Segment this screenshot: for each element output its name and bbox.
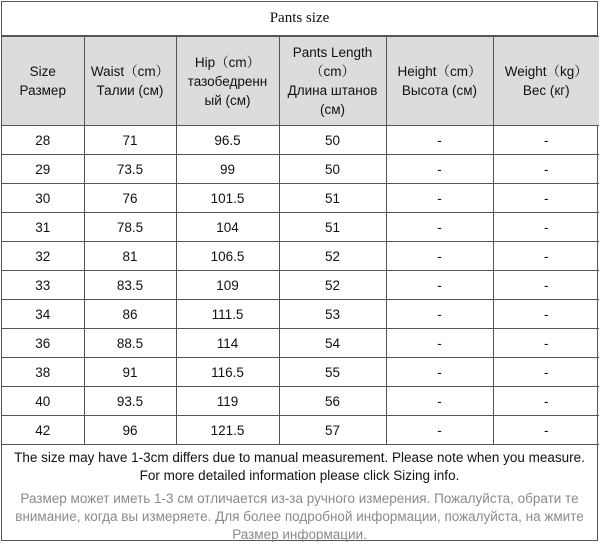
table-row — [2, 416, 599, 445]
table-row — [2, 242, 599, 271]
cell-weight: - — [493, 329, 599, 358]
cell-height: - — [386, 329, 493, 358]
cell-height: - — [386, 416, 493, 445]
cell-height: - — [386, 300, 493, 329]
cell-hip: 99 — [176, 155, 279, 184]
cell-pants-length: 51 — [279, 184, 386, 213]
header-hip — [176, 37, 279, 126]
cell-height: - — [386, 358, 493, 387]
header-pants-length-line: Длина штанов — [287, 83, 378, 98]
cell-weight: - — [493, 184, 599, 213]
cell-height: - — [386, 242, 493, 271]
header-pants-length — [279, 37, 386, 126]
cell-pants-length: 57 — [279, 416, 386, 445]
header-size — [2, 37, 84, 126]
cell-hip: 109 — [176, 271, 279, 300]
cell-waist: 78.5 — [84, 213, 176, 242]
table-row — [2, 300, 599, 329]
chart-title: Pants size — [2, 2, 597, 36]
cell-height: - — [386, 213, 493, 242]
header-hip-line: Hip（cm） — [194, 54, 261, 70]
note-russian: Размер может иметь 1-3 см отличается из-за ручного измерения. Пожалуйста, обрати те внимание, когда вы измеряете. Для более подробной информации, пожалуйста, на жмите Размер информации. — [15, 491, 584, 542]
cell-waist: 93.5 — [84, 387, 176, 416]
cell-weight: - — [493, 213, 599, 242]
cell-height: - — [386, 155, 493, 184]
cell-waist: 81 — [84, 242, 176, 271]
cell-waist: 83.5 — [84, 271, 176, 300]
header-hip-line: тазобедренн — [187, 73, 268, 89]
table-row — [2, 271, 599, 300]
cell-height: - — [386, 387, 493, 416]
cell-waist: 91 — [84, 358, 176, 387]
cell-weight: - — [493, 358, 599, 387]
table-row — [2, 387, 599, 416]
cell-weight: - — [493, 416, 599, 445]
cell-size: 33 — [2, 271, 84, 300]
cell-size: 29 — [2, 155, 84, 184]
cell-weight: - — [493, 126, 599, 155]
cell-pants-length: 52 — [279, 242, 386, 271]
cell-weight: - — [493, 271, 599, 300]
cell-hip: 121.5 — [176, 416, 279, 445]
cell-size: 42 — [2, 416, 84, 445]
cell-waist: 76 — [84, 184, 176, 213]
cell-hip: 116.5 — [176, 358, 279, 387]
header-height — [386, 37, 493, 126]
header-hip-line: ый (см) — [204, 92, 251, 108]
header-height-line: Высота (см) — [401, 83, 478, 98]
cell-weight: - — [493, 155, 599, 184]
header-waist-line: Талии (см) — [96, 83, 164, 98]
table-row — [2, 329, 599, 358]
note-english: The size may have 1-3cm differs due to manual measurement. Please note when you measure. For more detailed information please click Sizing info. — [14, 450, 585, 483]
cell-waist: 88.5 — [84, 329, 176, 358]
cell-pants-length: 50 — [279, 126, 386, 155]
cell-hip: 104 — [176, 213, 279, 242]
cell-size: 30 — [2, 184, 84, 213]
cell-weight: - — [493, 300, 599, 329]
cell-pants-length: 54 — [279, 329, 386, 358]
cell-size: 28 — [2, 126, 84, 155]
table-row — [2, 126, 599, 155]
header-size-line: Size — [29, 64, 56, 79]
table-row — [2, 184, 599, 213]
cell-size: 40 — [2, 387, 84, 416]
cell-hip: 119 — [176, 387, 279, 416]
table-row — [2, 358, 599, 387]
header-pants-length-line: Pants Length — [292, 45, 373, 60]
cell-hip: 101.5 — [176, 184, 279, 213]
cell-hip: 96.5 — [176, 126, 279, 155]
cell-size: 36 — [2, 329, 84, 358]
cell-waist: 86 — [84, 300, 176, 329]
cell-height: - — [386, 184, 493, 213]
cell-size: 34 — [2, 300, 84, 329]
cell-size: 31 — [2, 213, 84, 242]
cell-pants-length: 53 — [279, 300, 386, 329]
size-table — [2, 36, 599, 445]
header-weight — [493, 37, 599, 126]
cell-waist: 73.5 — [84, 155, 176, 184]
header-row — [2, 37, 599, 126]
cell-weight: - — [493, 242, 599, 271]
cell-hip: 114 — [176, 329, 279, 358]
header-pants-length-line: （cm） — [310, 64, 355, 79]
cell-pants-length: 56 — [279, 387, 386, 416]
cell-waist: 71 — [84, 126, 176, 155]
cell-hip: 106.5 — [176, 242, 279, 271]
table-row — [2, 213, 599, 242]
cell-pants-length: 52 — [279, 271, 386, 300]
cell-height: - — [386, 126, 493, 155]
header-pants-length-line: (см) — [319, 102, 346, 117]
cell-pants-length: 55 — [279, 358, 386, 387]
header-weight-line: Вес (кг) — [522, 83, 570, 98]
header-weight-line: Weight（kg） — [504, 64, 588, 79]
table-row — [2, 155, 599, 184]
cell-height: - — [386, 271, 493, 300]
cell-pants-length: 51 — [279, 213, 386, 242]
cell-size: 32 — [2, 242, 84, 271]
cell-weight: - — [493, 387, 599, 416]
header-waist — [84, 37, 176, 126]
header-height-line: Height（cm） — [397, 64, 482, 79]
size-chart — [1, 1, 598, 541]
cell-pants-length: 50 — [279, 155, 386, 184]
cell-hip: 111.5 — [176, 300, 279, 329]
table-body — [2, 126, 599, 445]
cell-waist: 96 — [84, 416, 176, 445]
cell-size: 38 — [2, 358, 84, 387]
header-waist-line: Waist（cm） — [90, 64, 170, 79]
header-size-line: Размер — [19, 83, 66, 98]
